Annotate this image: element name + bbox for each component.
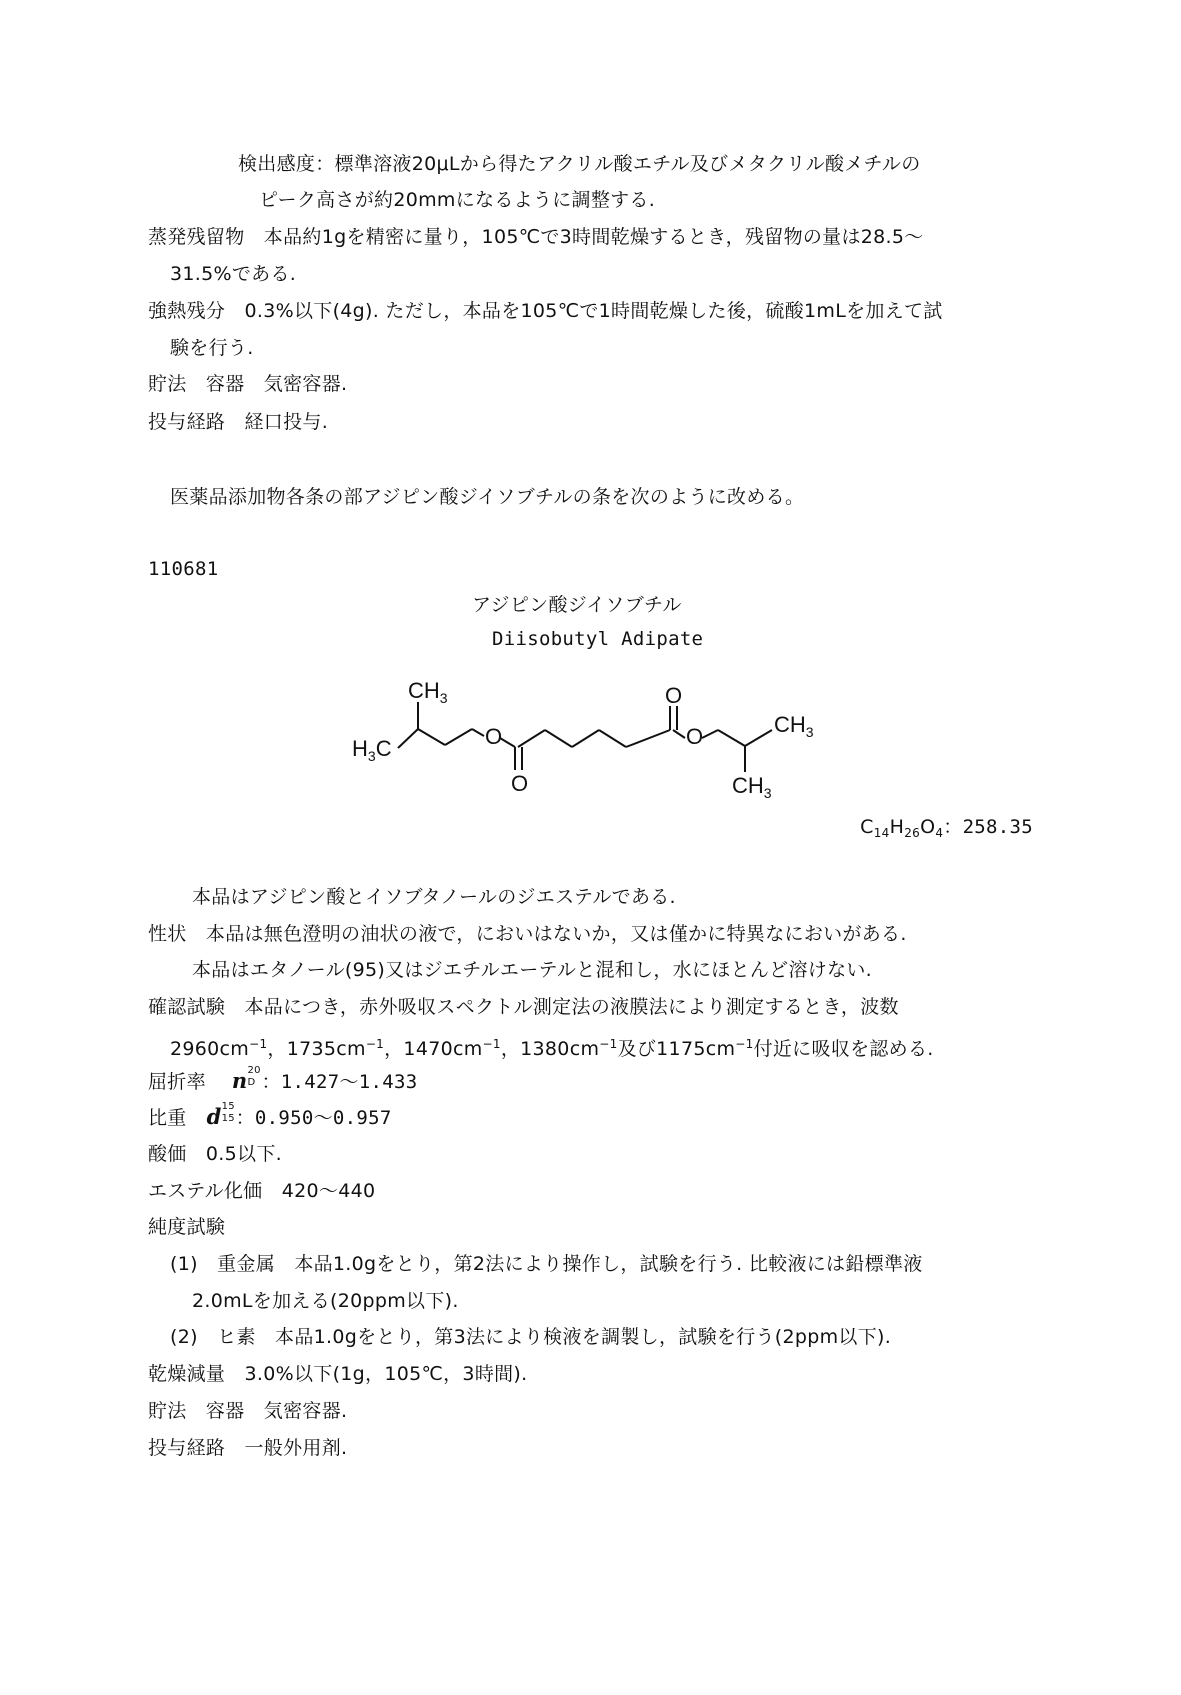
monograph-title-en: Diisobutyl Adipate — [492, 628, 704, 650]
carbonyl-oxygen-left: O — [511, 771, 529, 796]
loss-on-drying: 乾燥減量 3.0%以下(1g，105℃，3時間). — [148, 1363, 528, 1385]
detection-label: 検出感度： — [238, 153, 335, 175]
definition: 本品はアジピン酸とイソブタノールのジエステルである. — [192, 886, 676, 908]
detection-text-cont: ピーク高さが約20mmになるように調整する. — [259, 189, 656, 211]
ch3-right-label: $CH_3$ — [774, 712, 814, 740]
identification-wavenumbers: $2960cm^{-1}$，$1735cm^{-1}$，$1470cm^{-1}$，$1380cm^{-1}$及び$1175cm^{-1}$付近に吸収を認める. — [170, 1037, 934, 1060]
bond — [718, 730, 745, 746]
prev-route: 投与経路 経口投与. — [148, 411, 329, 433]
detection-sensitivity — [238, 152, 921, 176]
bond — [745, 730, 772, 746]
purity-arsenic: (2) ヒ素 本品1.0gをとり，第3法により検液を調製し，試験を行う(2ppm以下). — [170, 1326, 892, 1348]
administration-route: 投与経路 一般外用剤. — [148, 1437, 348, 1459]
ester-oxygen-left: O — [485, 724, 503, 749]
h3c-left-label: $H_3C$ — [352, 736, 392, 764]
ignition-residue-cont: 験を行う. — [170, 337, 254, 359]
structural-formula — [340, 672, 840, 802]
bond — [702, 730, 718, 738]
identification: 確認試験 本品につき，赤外吸収スペクトル測定法の液膜法により測定するとき，波数 — [148, 996, 899, 1018]
ch3-top-label: $CH_3$ — [408, 678, 448, 706]
bond — [599, 730, 626, 747]
ester-value: エステル化価 420～440 — [148, 1180, 376, 1202]
description: 性状 本品は無色澄明の油状の液で，においはないか，又は僅かに特異なにおいがある. — [148, 923, 907, 945]
prev-storage: 貯法 容器 気密容器. — [148, 373, 348, 395]
monograph-title-ja: アジピン酸ジイソブチル — [472, 594, 682, 616]
bond — [518, 730, 545, 747]
purity-heavy-metals-cont: 2.0mLを加える(20ppm以下). — [192, 1290, 459, 1312]
bond — [445, 729, 472, 745]
bond — [398, 729, 418, 748]
bond — [572, 730, 599, 747]
purity-heavy-metals: (1) 重金属 本品1.0gをとり，第2法により操作し，試験を行う. 比較液には鉛標準液 — [170, 1253, 923, 1275]
bond — [626, 730, 670, 747]
bond — [418, 729, 445, 745]
detection-text: 標準溶液20μLから得たアクリル酸エチル及びメタクリル酸メチルの — [334, 153, 921, 175]
acid-value: 酸価 0.5以下. — [148, 1143, 282, 1165]
molecular-formula: $C_{14}H_{26}O_4$：258.35 — [860, 816, 1033, 840]
ignition-residue: 強熱残分 0.3%以下(4g). ただし，本品を105℃で1時間乾燥した後，硫酸1mLを加えて試 — [148, 300, 943, 322]
bond — [673, 730, 685, 738]
evaporation-residue-cont: 31.5%である. — [170, 263, 297, 285]
purity-header: 純度試験 — [148, 1216, 226, 1238]
ch3-bottom-label: $CH_3$ — [732, 773, 772, 801]
solubility: 本品はエタノール(95)又はジエチルエーテルと混和し，水にほとんど溶けない. — [192, 959, 873, 981]
refractive-index: 屈折率 n 20 D ：1.427～1.433 — [148, 1065, 418, 1093]
bond — [545, 730, 572, 747]
monograph-code: 110681 — [148, 558, 219, 580]
ester-oxygen-right: O — [686, 724, 704, 749]
bond — [500, 738, 515, 747]
specific-gravity: 比重 d 15 15 ：0.950～0.957 — [148, 1101, 392, 1129]
evaporation-residue: 蒸発残留物 本品約1gを精密に量り，105℃で3時間乾燥するとき，残留物の量は28.5～ — [148, 226, 924, 248]
amendment-note: 医薬品添加物各条の部アジピン酸ジイソブチルの条を次のように改める。 — [170, 486, 805, 508]
carbonyl-oxygen-right: O — [665, 683, 683, 708]
bond — [472, 729, 484, 736]
storage: 貯法 容器 気密容器. — [148, 1400, 348, 1422]
skeleton-bonds — [398, 702, 772, 772]
